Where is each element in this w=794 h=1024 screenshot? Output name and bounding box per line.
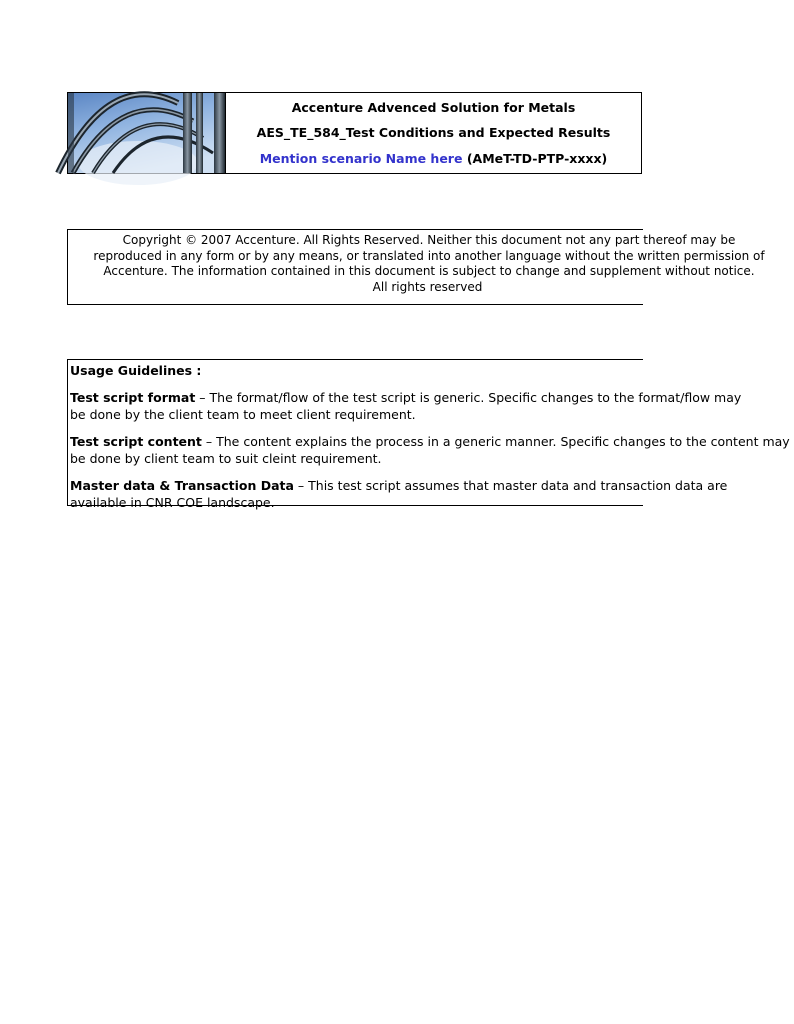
guideline-text: – The format/flow of the test script is generic. Specific changes to the format/flow may (195, 390, 742, 405)
copyright-notice (67, 229, 765, 305)
guideline-text: – This test script assumes that master data and transaction data are (293, 478, 728, 493)
guideline-item (70, 478, 728, 511)
guideline-line (70, 478, 728, 495)
company-title: Accenture Advenced Solution for Metals (291, 100, 576, 115)
scenario-name-placeholder: Mention scenario Name here (259, 150, 463, 166)
guideline-item (70, 434, 790, 467)
copyright-line: All rights reserved (372, 279, 483, 294)
copyright-line: Accenture. The information contained in this document is subject to change and supplement without notice. (103, 264, 755, 278)
guideline-line (70, 434, 790, 451)
guideline-label: Test script content (70, 434, 202, 449)
guideline-line (70, 390, 742, 407)
guideline-text: – The content explains the process in a generic manner. Specific changes to the content may (201, 434, 790, 449)
copyright-line: reproduced in any form or by any means, or translated into another language without the written permission of (93, 248, 765, 263)
copyright-line: Copyright © 2007 Accenture. All Rights Reserved. Neither this document not any part thereof may be (122, 233, 736, 247)
guideline-text: be done by client team to suit cleint requirement. (70, 450, 382, 466)
guideline-item (70, 390, 742, 423)
guideline-text: available in CNR COE landscape. (70, 494, 275, 510)
guideline-label: Test script format (70, 390, 196, 405)
scenario-code: (AMeT-TD-PTP-xxxx) (466, 150, 608, 166)
usage-guidelines (67, 359, 790, 510)
guideline-label: Master data & Transaction Data (70, 478, 294, 493)
document-header (67, 92, 642, 174)
usage-guidelines-title: Usage Guidelines : (70, 363, 202, 378)
document-title: AES_TE_584_Test Conditions and Expected Results (256, 125, 611, 141)
header-text-block (225, 93, 641, 173)
header-architecture-image (68, 93, 225, 173)
scenario-line (260, 148, 608, 173)
guideline-text: be done by the client team to meet client requirement. (70, 406, 416, 422)
